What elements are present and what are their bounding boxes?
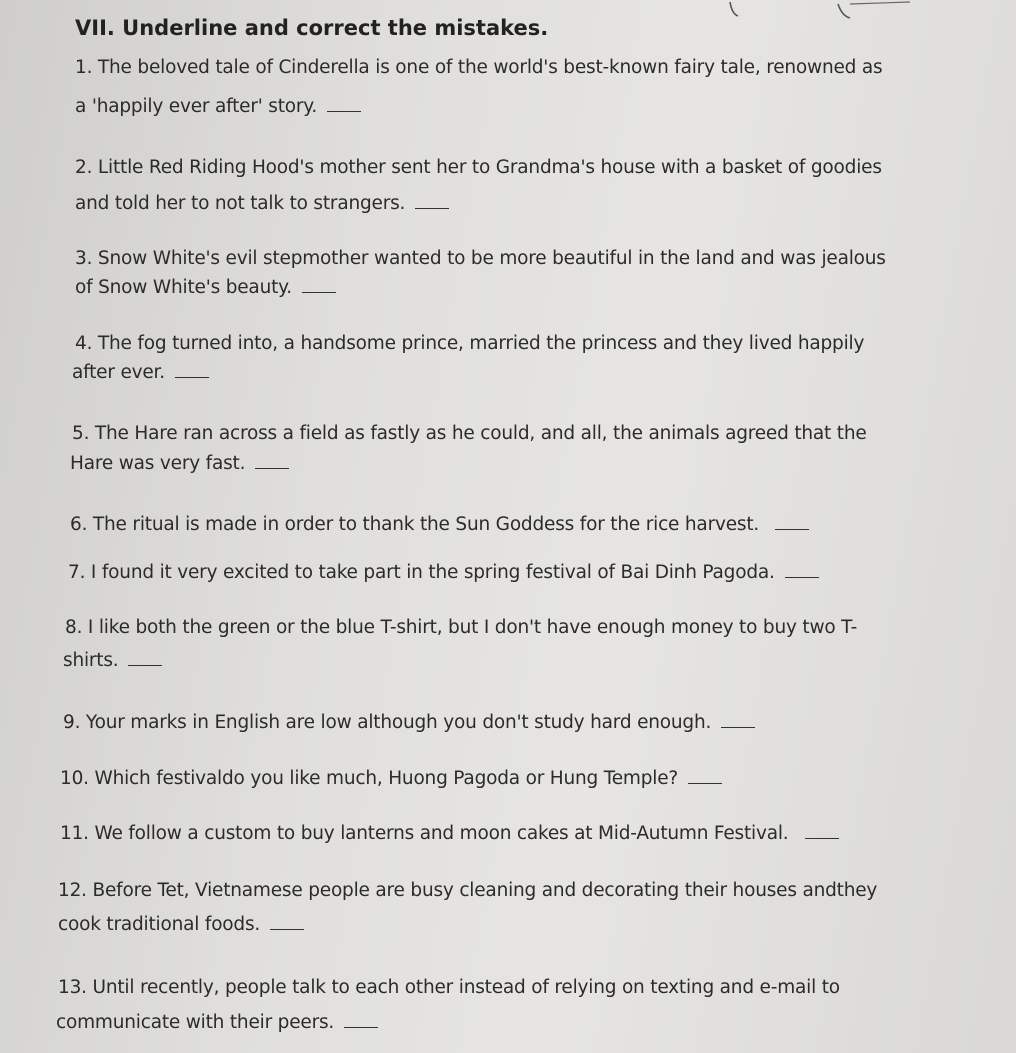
item-4-line-2	[72, 362, 209, 383]
item-11-line	[60, 823, 839, 844]
item-12-text: cook traditional foods.	[58, 914, 261, 935]
item-8-line-1: 8. I like both the green or the blue T-shirt, but I don't have enough money to buy two T-	[65, 617, 858, 638]
answer-blank-11[interactable]	[805, 824, 839, 839]
item-3-line-1: 3. Snow White's evil stepmother wanted to be more beautiful in the land and was jealous	[75, 248, 886, 269]
item-13-text: communicate with their peers.	[56, 1012, 335, 1033]
item-1-line-1: 1. The beloved tale of Cinderella is one of the world's best-known fairy tale, renowned as	[75, 57, 883, 78]
item-1-line-2	[75, 96, 361, 117]
answer-blank-13[interactable]	[344, 1013, 378, 1028]
item-3-text: of Snow White's beauty.	[75, 277, 292, 298]
item-10-text: 10. Which festivaldo you like much, Huong Pagoda or Hung Temple?	[60, 768, 679, 789]
item-7-line	[68, 562, 819, 583]
item-8-text: shirts.	[63, 650, 119, 671]
item-3-line-2	[75, 277, 336, 298]
item-11-text: 11. We follow a custom to buy lanterns and moon cakes at Mid-Autumn Festival.	[60, 823, 789, 844]
item-5-line-1: 5. The Hare ran across a field as fastly as he could, and all, the animals agreed that the	[72, 423, 867, 444]
answer-blank-7[interactable]	[785, 563, 819, 578]
item-9-line	[63, 712, 755, 733]
answer-blank-8[interactable]	[128, 651, 162, 666]
item-7-text: 7. I found it very excited to take part in the spring festival of Bai Dinh Pagoda.	[68, 562, 775, 583]
answer-blank-9[interactable]	[721, 713, 755, 728]
exercise-title: VII. Underline and correct the mistakes.	[75, 16, 549, 40]
item-8-line-2	[63, 650, 162, 671]
answer-blank-2[interactable]	[415, 194, 449, 209]
item-2-text: and told her to not talk to strangers.	[75, 193, 406, 214]
item-12-line-1: 12. Before Tet, Vietnamese people are busy cleaning and decorating their houses andthey	[58, 880, 878, 901]
item-6-line	[70, 514, 809, 535]
answer-blank-3[interactable]	[302, 278, 336, 293]
item-6-text: 6. The ritual is made in order to thank the Sun Goddess for the rice harvest.	[70, 514, 760, 535]
item-1-text: a 'happily ever after' story.	[75, 96, 318, 117]
item-13-line-1: 13. Until recently, people talk to each other instead of relying on texting and e-mail to	[58, 977, 840, 998]
item-2-line-1: 2. Little Red Riding Hood's mother sent her to Grandma's house with a basket of goodies	[75, 157, 882, 178]
item-13-line-2	[56, 1012, 378, 1033]
answer-blank-6[interactable]	[775, 515, 809, 530]
answer-blank-1[interactable]	[327, 97, 361, 112]
item-4-line-1: 4. The fog turned into, a handsome prince, married the princess and they lived happily	[75, 333, 865, 354]
pen-scribble-mark	[700, 0, 920, 22]
item-9-text: 9. Your marks in English are low although you don't study hard enough.	[63, 712, 712, 733]
item-12-line-2	[58, 914, 304, 935]
answer-blank-12[interactable]	[270, 915, 304, 930]
answer-blank-10[interactable]	[688, 769, 722, 784]
answer-blank-5[interactable]	[255, 454, 289, 469]
item-5-text: Hare was very fast.	[70, 453, 246, 474]
answer-blank-4[interactable]	[175, 363, 209, 378]
item-10-line	[60, 768, 722, 789]
item-5-line-2	[70, 453, 289, 474]
item-2-line-2	[75, 193, 449, 214]
item-4-text: after ever.	[72, 362, 165, 383]
